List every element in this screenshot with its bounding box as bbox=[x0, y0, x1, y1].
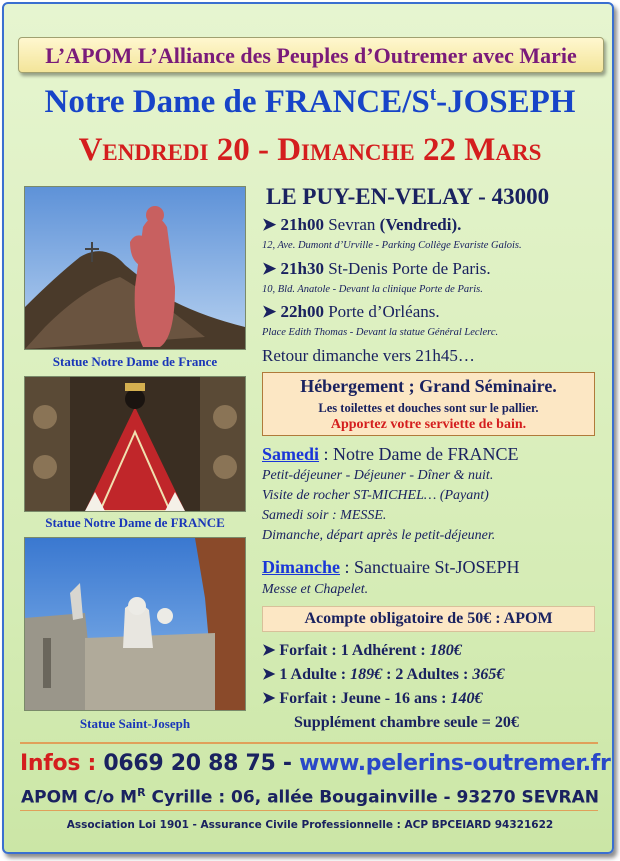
price-youth-label: ➤ Forfait : Jeune - 16 ans : bbox=[262, 690, 451, 707]
sunday-heading bbox=[262, 557, 520, 578]
departure-2-place: St-Denis Porte de Paris. bbox=[323, 259, 491, 278]
saturday-line-3: Samedi soir : MESSE. bbox=[262, 508, 387, 523]
price-member bbox=[262, 640, 462, 660]
price-adults-value: 365€ bbox=[472, 666, 505, 683]
photo-caption-2: Statue Notre Dame de FRANCE bbox=[45, 515, 225, 530]
photo-notre-dame-rock-image bbox=[25, 187, 245, 349]
photo-saint-joseph-image bbox=[25, 538, 245, 710]
postal-address bbox=[4, 786, 616, 808]
price-youth-value: 140€ bbox=[450, 690, 483, 707]
price-member-label: ➤ Forfait : 1 Adhérent : bbox=[262, 642, 430, 659]
departure-1-time: ➤ 21h00 bbox=[262, 215, 324, 234]
flyer bbox=[2, 2, 614, 854]
legal-notice: Association Loi 1901 - Assurance Civile Professionnelle : ACP BPCEIARD 94321622 bbox=[66, 819, 554, 831]
departure-2-time: ➤ 21h30 bbox=[262, 259, 324, 278]
postal-address-part1: APOM C/o M bbox=[20, 787, 138, 808]
main-title-sup: t bbox=[429, 84, 437, 105]
departure-2-address: 10, Bld. Anatole - Devant la clinique Porte de Paris. bbox=[262, 284, 483, 295]
photo-saint-joseph bbox=[24, 537, 246, 711]
photo-caption-3: Statue Saint-Joseph bbox=[79, 716, 191, 731]
price-youth bbox=[262, 688, 483, 708]
destination: LE PUY-EN-VELAY - 43000 bbox=[266, 184, 550, 209]
event-dates: Vendredi 20 - Dimanche 22 Mars bbox=[78, 132, 542, 168]
infos-label: Infos : bbox=[20, 751, 104, 776]
phone-number: 0669 20 88 75 bbox=[103, 751, 276, 776]
saturday-line-4: Dimanche, départ après le petit-déjeuner. bbox=[262, 528, 496, 543]
single-room-supplement: Supplément chambre seule = 20€ bbox=[294, 714, 519, 731]
divider-top bbox=[20, 742, 598, 744]
saturday-heading bbox=[262, 444, 518, 465]
departure-2 bbox=[262, 259, 491, 279]
departure-1-address: 12, Ave. Dumont d’Urville - Parking Collège Evariste Galois. bbox=[262, 240, 522, 251]
contact-line bbox=[20, 751, 611, 776]
lodging-title: Hébergement ; Grand Séminaire. bbox=[300, 376, 557, 396]
price-adults bbox=[262, 664, 504, 684]
divider-bottom bbox=[20, 810, 598, 811]
sunday-title: : Sanctuaire St-JOSEPH bbox=[340, 557, 520, 577]
postal-address-sup: R bbox=[137, 786, 146, 799]
website-link[interactable]: www.pelerins-outremer.fr bbox=[299, 751, 611, 776]
lodging-note-1: Les toilettes et douches sont sur le pallier. bbox=[318, 401, 539, 415]
lodging-box bbox=[262, 372, 595, 436]
saturday-title: : Notre Dame de FRANCE bbox=[319, 444, 519, 464]
saturday-line-1: Petit-déjeuner - Déjeuner - Dîner & nuit. bbox=[262, 468, 494, 483]
saturday-label: Samedi bbox=[262, 444, 320, 464]
photo-caption-1: Statue Notre Dame de France bbox=[52, 354, 218, 369]
price-member-value: 180€ bbox=[429, 642, 462, 659]
main-title bbox=[4, 84, 616, 121]
sunday-label: Dimanche bbox=[262, 557, 340, 577]
departure-3-place: Porte d’Orléans. bbox=[323, 302, 440, 321]
price-adult-label: ➤ 1 Adulte : bbox=[262, 666, 351, 683]
deposit-text: Acompte obligatoire de 50€ : APOM bbox=[304, 610, 553, 627]
departure-3 bbox=[262, 302, 440, 322]
photo-black-virgin-image bbox=[25, 377, 245, 511]
price-adults-label: : 2 Adultes : bbox=[382, 666, 473, 683]
header-banner bbox=[18, 37, 604, 73]
postal-address-part2: Cyrille : 06, allée Bougainville - 93270 SEVRAN bbox=[145, 787, 600, 808]
main-title-part1: Notre Dame de FRANCE/S bbox=[44, 84, 430, 120]
departure-3-time: ➤ 22h00 bbox=[262, 302, 324, 321]
saturday-line-2: Visite de rocher ST-MICHEL… (Payant) bbox=[262, 488, 489, 503]
deposit-box bbox=[262, 606, 595, 632]
contact-separator: - bbox=[275, 751, 300, 776]
departure-1 bbox=[262, 215, 461, 235]
banner-text: L’APOM L’Alliance des Peuples d’Outremer avec Marie bbox=[45, 43, 577, 68]
photo-black-virgin bbox=[24, 376, 246, 512]
sunday-line-1: Messe et Chapelet. bbox=[262, 582, 369, 597]
departure-1-place: Sevran bbox=[323, 215, 380, 234]
departure-1-note: (Vendredi). bbox=[379, 215, 462, 234]
photo-notre-dame-rock bbox=[24, 186, 246, 350]
main-title-part2: -JOSEPH bbox=[436, 84, 576, 120]
return-time: Retour dimanche vers 21h45… bbox=[262, 346, 475, 365]
price-adult-value: 189€ bbox=[350, 666, 383, 683]
departure-3-address: Place Edith Thomas - Devant la statue Général Leclerc. bbox=[262, 327, 499, 338]
lodging-note-2: Apportez votre serviette de bain. bbox=[330, 417, 527, 432]
